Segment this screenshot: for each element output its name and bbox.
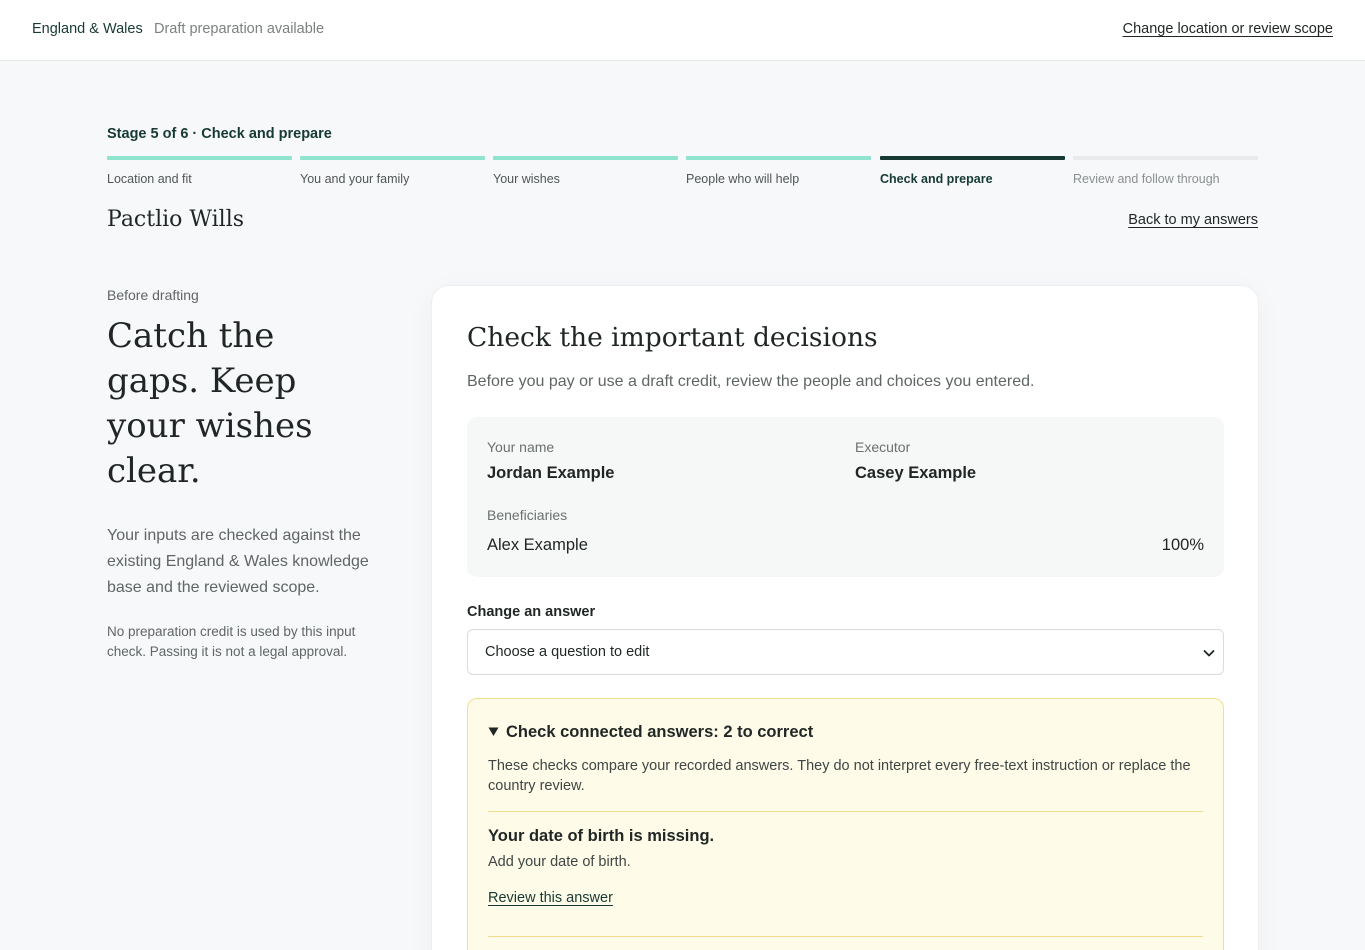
brand-logo: Pactlio Wills: [107, 207, 245, 232]
credit-note: No preparation credit is used by this input check. Passing it is not a legal approval.: [107, 624, 356, 659]
card-subtitle: Before you pay or use a draft credit, review the people and choices you entered.: [467, 373, 1035, 390]
step-location-and-fit[interactable]: [107, 156, 292, 186]
select-value: Choose a question to edit: [485, 644, 650, 660]
intro-heading: Catch the gaps. Keep your wishes clear.: [107, 316, 313, 491]
step-bar: [686, 156, 871, 160]
chevron-down-icon: [1201, 645, 1217, 661]
name-label: Your name: [487, 439, 555, 455]
step-label: You and your family: [300, 172, 410, 186]
top-bar: [0, 0, 1365, 61]
executor-value: Casey Example: [855, 464, 977, 482]
answers-summary: [467, 417, 1224, 577]
beneficiary-share: 100%: [1161, 536, 1204, 554]
step-bar: [300, 156, 485, 160]
executor-label: Executor: [855, 439, 911, 455]
step-your-wishes[interactable]: [493, 156, 678, 186]
step-label: Location and fit: [107, 172, 192, 186]
stage-label: Stage 5 of 6 · Check and prepare: [107, 126, 332, 142]
beneficiaries-label: Beneficiaries: [487, 507, 568, 523]
intro-panel: [107, 287, 377, 662]
region-label: England & Wales: [32, 21, 143, 37]
change-answer-label: Change an answer: [467, 604, 596, 620]
divider: [488, 936, 1203, 937]
step-label: Your wishes: [493, 172, 560, 186]
connected-answers-check: [467, 698, 1224, 950]
name-value: Jordan Example: [487, 464, 615, 482]
draft-status: Draft preparation available: [154, 21, 325, 37]
step-bar: [107, 156, 292, 160]
issue-title: Your date of birth is missing.: [488, 827, 715, 845]
intro-lead: Your inputs are checked against the existing England & Wales knowledge base and the reviewed scope.: [107, 527, 369, 596]
back-to-answers-link[interactable]: Back to my answers: [1128, 212, 1258, 228]
issue-description: Add your date of birth.: [488, 854, 631, 870]
step-label: Check and prepare: [880, 172, 993, 186]
card-title: Check the important decisions: [467, 322, 878, 353]
eyebrow: Before drafting: [107, 287, 199, 303]
triangle-down-icon: [488, 726, 499, 737]
checks-description: These checks compare your recorded answers. They do not interpret every free-text instruction or replace the country review.: [488, 758, 1191, 794]
step-bar-current: [880, 156, 1065, 160]
step-bar: [493, 156, 678, 160]
check-card: [431, 285, 1259, 950]
step-label: Review and follow through: [1073, 172, 1220, 186]
step-bar-todo: [1073, 156, 1258, 160]
checks-title: Check connected answers: 2 to correct: [506, 723, 814, 741]
step-label: People who will help: [686, 172, 800, 186]
question-select[interactable]: [467, 629, 1224, 675]
change-location-link[interactable]: Change location or review scope: [1122, 21, 1333, 37]
step-you-and-your-family[interactable]: [300, 156, 485, 186]
step-review-and-follow-through: [1073, 156, 1258, 186]
beneficiary-name: Alex Example: [487, 536, 588, 554]
step-check-and-prepare: [880, 156, 1065, 186]
progress-steps: [107, 156, 1258, 190]
step-people-who-will-help[interactable]: [686, 156, 871, 186]
divider: [488, 811, 1203, 812]
review-answer-link[interactable]: Review this answer: [488, 890, 613, 906]
